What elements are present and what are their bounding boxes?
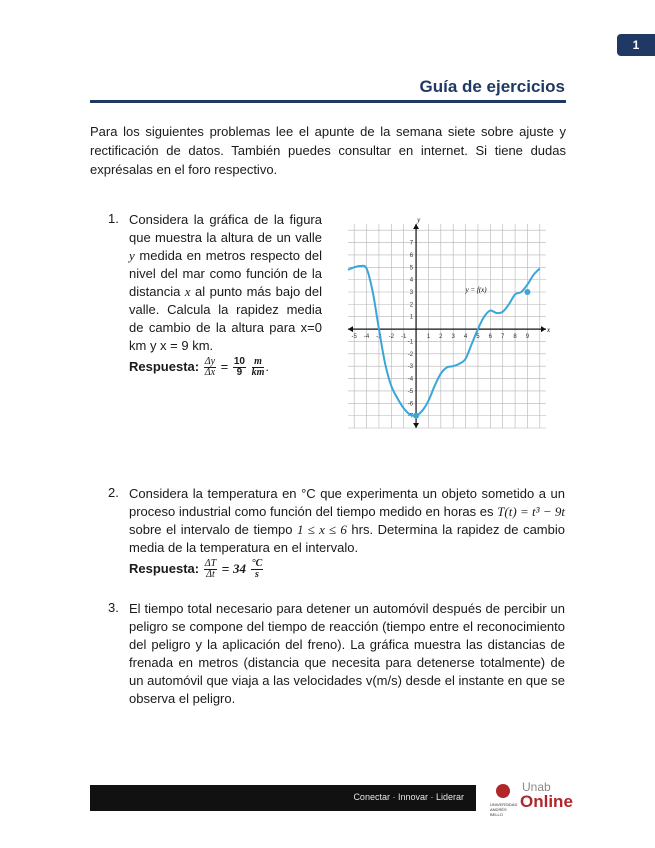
logo-university-name: UNIVERSIDAD ANDRÉS BELLO [490, 802, 518, 817]
x-tick-label: 8 [513, 334, 517, 341]
x-tick-label: 6 [488, 334, 492, 341]
exercise-3-text: El tiempo total necesario para detener un automóvil después de percibir un peligro se compone del tiempo de reacción (tiempo entre el reconocimiento del peligro y la aplicación del freno). La gráfica muestra las distancias de frenada en metros (distancia que necesita para detenerse totalmente) de un automóvil que viaja a las velocidades v(m/s) desde el instante en que se observa el peligro. [129, 601, 565, 706]
x-axis-label: x [547, 326, 551, 335]
valley-height-graph [344, 216, 556, 432]
x-tick-label: 5 [476, 334, 480, 341]
x-tick-label: -5 [351, 334, 357, 341]
y-axis-arrow-down-icon [413, 423, 419, 428]
y-tick-label: -2 [407, 351, 414, 358]
x-tick-label: -3 [376, 334, 382, 341]
y-tick-label: -6 [407, 401, 414, 408]
x-tick-label: -1 [401, 334, 407, 341]
marked-point [413, 413, 419, 419]
y-tick-label: -3 [407, 364, 414, 371]
curve-label: y = f(x) [465, 286, 487, 294]
var-y: y [129, 248, 135, 263]
exercise-1-answer: Respuesta: $\frac{\Delta y}{\Delta x}$ = $\frac{10}{9}$ $\frac{m}{km}$ . [129, 356, 270, 378]
y-tick-label: -5 [407, 388, 414, 395]
function-curve [348, 266, 540, 416]
logo-online-text: Online [520, 792, 573, 811]
x-tick-label: -4 [363, 334, 370, 341]
x-axis-arrow-icon [541, 326, 546, 332]
y-tick-label: 1 [409, 314, 414, 321]
y-axis-arrow-icon [413, 224, 419, 229]
y-tick-label: 2 [409, 302, 414, 309]
y-tick-label: -7 [407, 413, 414, 420]
exercise-2-answer: Respuesta: $\frac{\Delta T}{\Delta t}$ = 34 $\frac{^\circ C}{s}$ [129, 558, 263, 580]
y-tick-label: 3 [409, 290, 414, 296]
x-tick-label: 9 [525, 334, 530, 341]
x-axis-arrow-left-icon [348, 326, 353, 332]
title-divider [90, 100, 566, 103]
x-tick-label: -2 [388, 334, 394, 341]
x-tick-label: 3 [451, 334, 455, 341]
exercise-3-number: 3. [108, 600, 119, 615]
footer-slogan: Conectar · Innovar · Liderar [353, 792, 464, 802]
university-seal-icon [496, 784, 510, 798]
unab-online-logo [490, 780, 573, 817]
y-tick-label: 5 [409, 265, 414, 272]
y-tick-label: -1 [407, 339, 414, 346]
y-tick-label: 7 [409, 240, 414, 247]
x-tick-label: 4 [463, 334, 468, 341]
y-tick-label: -4 [407, 376, 414, 383]
page-number-badge: 1 [617, 34, 655, 56]
intro-paragraph: Para los siguientes problemas lee el apunte de la semana siete sobre ajuste y rectificación de datos. También puedes consultar en internet. Si tiene dudas exprésalas en el foro respectivo. [90, 124, 566, 177]
y-tick-label: 4 [409, 277, 414, 284]
marked-point [524, 289, 530, 295]
x-tick-label: 1 [426, 334, 431, 341]
y-axis-label: y [417, 216, 421, 224]
exercise-2-number: 2. [108, 485, 119, 500]
x-tick-label: 2 [439, 334, 443, 341]
logo-unab-text: Unab [522, 780, 551, 794]
footer-bar [90, 785, 476, 811]
x-tick-label: 7 [501, 334, 505, 341]
exercise-2-text: Considera la temperatura en °C que experimenta un objeto sometido a un proceso industrial como función del tiempo medido en horas es T(t) = t³ − 9t sobre el intervalo de tiempo 1 ≤ x ≤ 6 hrs. Determina la rapidez de cambio media de la temperatura en el intervalo. Respuesta: $\frac{\Delta T}{\Delta t}$ = 34 $\frac{^\circ C}{s}$ [129, 486, 565, 580]
var-x: x [184, 284, 191, 299]
y-tick-label: 6 [409, 252, 414, 259]
exercise-1-number: 1. [108, 211, 119, 226]
temperature-formula: T(t) = t³ − 9t [497, 504, 565, 519]
page-title: Guía de ejercicios [419, 77, 565, 96]
time-interval: 1 ≤ x ≤ 6 [297, 522, 347, 537]
exercise-1-text: Considera la gráfica de la figura que muestra la altura de un valle y medida en metros respecto del nivel del mar como función de la distancia x al punto más bajo del valle. Calcula la rapidez media de cambio de la altura para x=0 km y x = 9 km. Respuesta: $\frac{\Delta y}{\Delta x}$ = $\frac{10}{9}$ $\frac{m}{km}$ . [129, 212, 323, 378]
